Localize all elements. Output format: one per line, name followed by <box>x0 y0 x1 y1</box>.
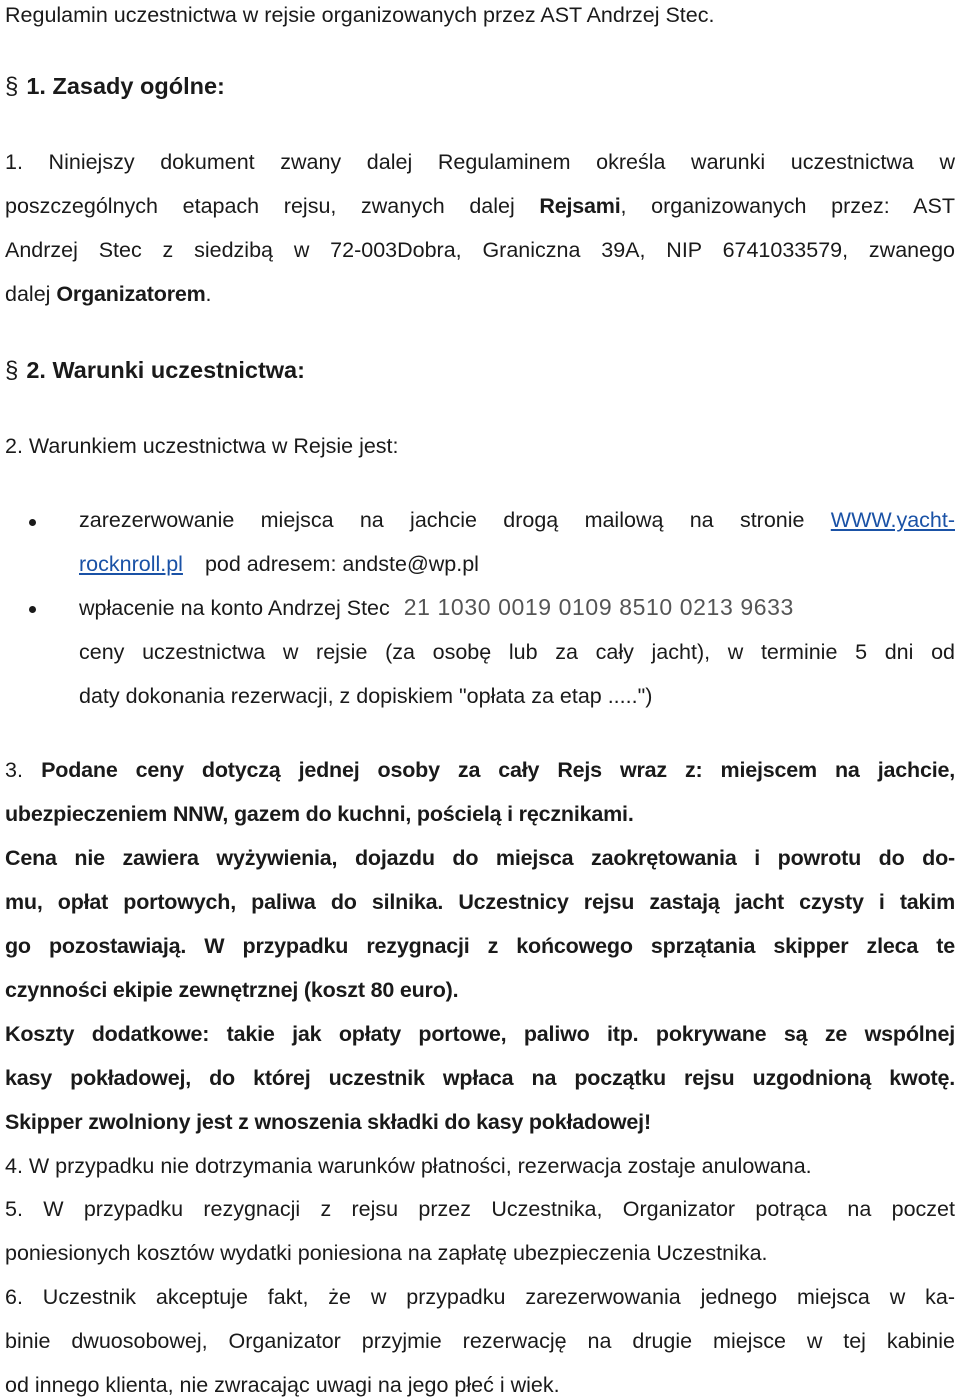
text-fragment: Podane ceny dotyczą jednej osoby za cały Rejs wraz z: miejscem na jachcie, <box>41 758 956 782</box>
paragraph-3-line: kasy pokładowej, do której uczestnik wpłaca na początku rejsu uzgodnioną kwotę. <box>5 1066 955 1090</box>
website-link[interactable]: rocknroll.pl <box>79 552 183 576</box>
paragraph-5-line: poniesionych kosztów wydatki poniesiona na zapłatę ubezpieczenia Uczestnika. <box>5 1241 768 1265</box>
paragraph-3-line: mu, opłat portowych, paliwa do silnika. Uczestnicy rejsu zastają jacht czysty i takim <box>5 890 955 914</box>
bullet-icon <box>29 606 36 613</box>
section-2-heading <box>5 355 305 386</box>
email-address: pod adresem: andste@wp.pl <box>204 552 479 576</box>
document-title: Regulamin uczestnictwa w rejsie organizowanych przez AST Andrzej Stec. <box>5 3 715 27</box>
paragraph-3-line: ubezpieczeniem NNW, gazem do kuchni, pościelą i ręcznikami. <box>5 802 634 826</box>
section-2-heading-text: 2. Warunki uczestnictwa: <box>26 357 305 383</box>
bullet-1-line <box>79 549 479 579</box>
paragraph-6-line: binie dwuosobowej, Organizator przyjmie rezerwację na drugie miejsce w tej kabinie <box>5 1329 955 1353</box>
section-1-heading-text: 1. Zasady ogólne: <box>26 73 225 99</box>
paragraph-number: 3. <box>5 758 42 782</box>
paragraph-1-line: 1. Niniejszy dokument zwany dalej Regulaminem określa warunki uczestnictwa w <box>5 150 955 174</box>
paragraph-6-line: od innego klienta, nie zwracając uwagi na jego płeć i wiek. <box>5 1373 560 1397</box>
bullet-2-line: ceny uczestnictwa w rejsie (za osobę lub za cały jacht), w terminie 5 dni od <box>79 640 955 664</box>
text-fragment: . <box>205 282 212 306</box>
paragraph-3-line: Cena nie zawiera wyżywienia, dojazdu do miejsca zaokrętowania i powrotu do do- <box>5 846 955 870</box>
text-fragment: zarezerwowanie miejsca na jachcie drogą mailową na stronie <box>79 508 831 532</box>
paragraph-1-line: Andrzej Stec z siedzibą w 72-003Dobra, Graniczna 39A, NIP 6741033579, zwanego <box>5 238 955 262</box>
term-organizatorem: Organizatorem <box>56 282 206 306</box>
term-rejsami: Rejsami <box>539 194 621 218</box>
paragraph-1-line <box>5 279 212 309</box>
paragraph-4: 4. W przypadku nie dotrzymania warunków płatności, rezerwacja zostaje anulowana. <box>5 1154 812 1178</box>
paragraph-3-line: Koszty dodatkowe: takie jak opłaty portowe, paliwo itp. pokrywane są ze wspólnej <box>5 1022 955 1046</box>
bullet-2-line <box>79 592 794 623</box>
section-sign: § <box>5 357 19 384</box>
paragraph-3-line: czynności ekipie zewnętrznej (koszt 80 euro). <box>5 978 459 1002</box>
paragraph-3-line: Skipper zwolniony jest z wnoszenia składki do kasy pokładowej! <box>5 1110 651 1134</box>
text-fragment: dalej <box>5 282 57 306</box>
website-link[interactable]: WWW.yacht- <box>830 508 955 532</box>
section-1-heading <box>5 71 225 102</box>
account-number: 21 1030 0019 0109 8510 0213 9633 <box>403 594 794 620</box>
section-sign: § <box>5 73 19 100</box>
text-fragment: poszczególnych etapach rejsu, zwanych dalej <box>5 194 540 218</box>
paragraph-2-intro: 2. Warunkiem uczestnictwa w Rejsie jest: <box>5 434 399 458</box>
bullet-icon <box>29 519 36 526</box>
paragraph-5-line: 5. W przypadku rezygnacji z rejsu przez Uczestnika, Organizator potrąca na poczet <box>5 1197 955 1221</box>
text-fragment: wpłacenie na konto Andrzej Stec <box>79 596 390 620</box>
bullet-2-line: daty dokonania rezerwacji, z dopiskiem "opłata za etap .....") <box>79 684 653 708</box>
paragraph-3-line <box>5 755 955 785</box>
text-fragment: , organizowanych przez: AST <box>620 194 955 218</box>
paragraph-3-line: go pozostawiają. W przypadku rezygnacji z końcowego sprzątania skipper zleca te <box>5 934 955 958</box>
paragraph-1-line <box>5 191 955 221</box>
bullet-1-line <box>79 505 955 535</box>
paragraph-6-line: 6. Uczestnik akceptuje fakt, że w przypadku zarezerwowania jednego miejsca w ka- <box>5 1285 955 1309</box>
